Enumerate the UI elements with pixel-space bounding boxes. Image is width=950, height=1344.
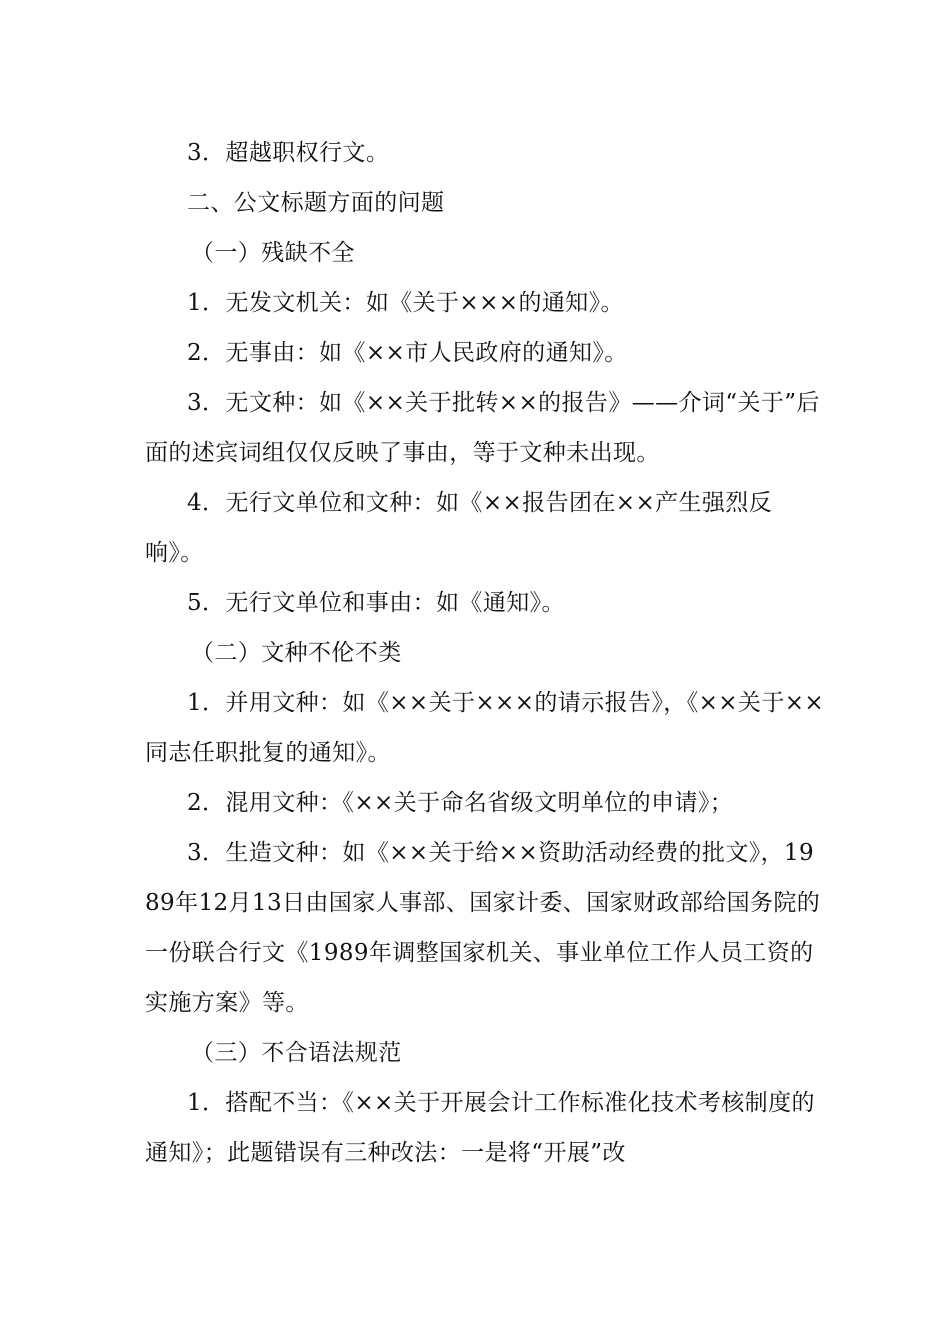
subsection-heading-incomplete: （一）残缺不全 [191,240,355,266]
subsection-heading-grammar: （三）不合语法规范 [191,1040,402,1066]
paragraph-item-no-doc-type: 3．无文种：如《××关于批转××的报告》——介词“关于”后面的述宾词组仅仅反映了事由，等于文种未出现。 [145,390,820,466]
paragraph-item-no-issuer: 1．无发文机关：如《关于×××的通知》。 [187,290,624,316]
paragraph-item-combined-types: 1．并用文种：如《××关于×××的请示报告》，《××关于××同志任职批复的通知》。 [145,690,825,766]
paragraph-item-confused-types: 2．混用文种：《××关于命名省级文明单位的申请》； [187,790,734,816]
document-body [145,128,825,1178]
paragraph-item-no-subject: 2．无事由：如《××市人民政府的通知》。 [187,340,628,366]
paragraph-item-invented-types: 3．生造文种：如《××关于给××资助活动经费的批文》，1989年12月13日由国家人事部、国家计委、国家财政部给国务院的一份联合行文《1989年调整国家机关、事业单位工作人员工资的实施方案》等。 [145,840,821,1016]
subsection-heading-mixed-types: （二）文种不伦不类 [191,640,402,666]
section-heading-title-issues: 二、公文标题方面的问题 [187,190,445,216]
paragraph-item-3-overreach: 3．超越职权行文。 [187,140,390,166]
paragraph-item-no-unit-and-type: 4．无行文单位和文种：如《××报告团在××产生强烈反响》。 [145,490,773,566]
paragraph-item-bad-collocation: 1．搭配不当：《××关于开展会计工作标准化技术考核制度的通知》；此题错误有三种改法：一是将“开展”改 [145,1090,815,1166]
paragraph-item-no-unit-and-subject: 5．无行文单位和事由：如《通知》。 [187,590,565,616]
